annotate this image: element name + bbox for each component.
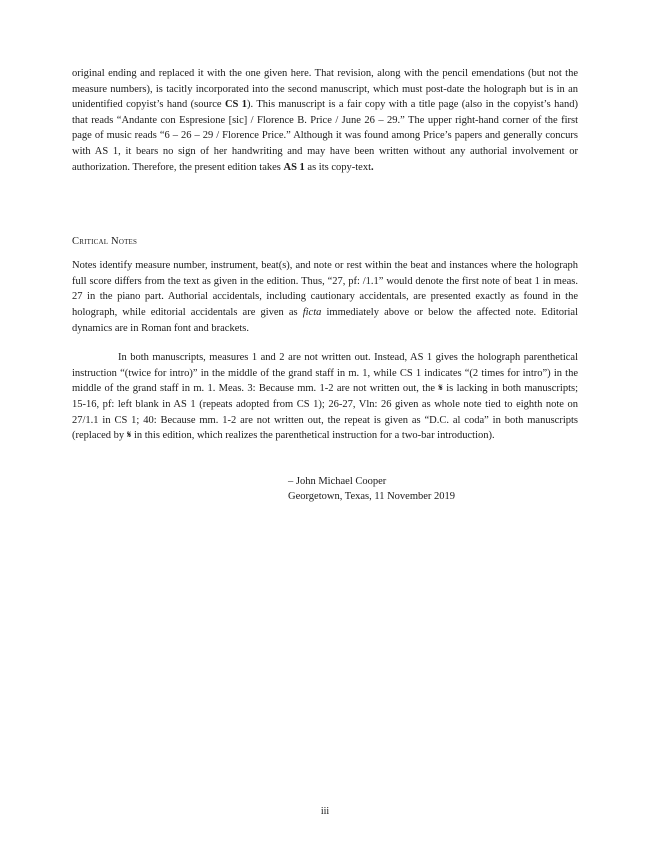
source-cs1-bold: CS 1 — [224, 99, 248, 111]
intro-text-3: as its copy-text — [304, 161, 371, 173]
notes-text-1: Notes identify measure number, instrument, beat(s), and note or rest within the beat and instances where the holograph full score differs from the text as given in the edition. Thus, “27, pf: /1.1” would denote the first note of beat 1 in meas. 27 in the piano part. Authorial accidentals, including cautionary accidentals, are presented exactly as found in the holograph, while editorial accidentals are given as — [72, 260, 578, 318]
notes-text-2: immediately above or below the affected note. Editorial dynamics are in Roman font and brackets. — [72, 306, 578, 334]
intro-period: . — [371, 161, 374, 173]
notes2-text-1: In both manuscripts, measures 1 and 2 are not written out. Instead, AS 1 gives the holograph parenthetical instruction “(twice for intro)” in the middle of the grand staff in m. 1, while CS 1 indicates “(2 times for intro”) in the middle of the grand staff in m. 1. Meas. 3: Because mm. 1-2 are not written out, the — [72, 352, 578, 395]
intro-text-2: ). This manuscript is a fair copy with a title page (also in the copyist’s hand) that reads “Andante con Espresione [sic] / Florence B. Price / June 26 – 29.” The upper right-hand corner of the first page of music reads “6 – 26 – 29 / Florence Price.” Although it was found among Price’s papers and generally concurs with AS 1, it bears no sign of her handwriting and may have been written without any authorial involvement or authorization. Therefore, the present edition takes — [72, 99, 578, 173]
segno-icon: 𝄋 — [126, 430, 132, 442]
critical-notes-paragraph-2 — [72, 350, 578, 444]
segno-icon: 𝄋 — [438, 383, 443, 395]
signature-block — [288, 474, 578, 505]
intro-paragraph — [72, 66, 578, 175]
source-as1-bold: AS 1 — [283, 161, 305, 173]
intro-text-1: original ending and replaced it with the one given here. That revision, along with the pencil emendations (but not the measure numbers), is tacitly incorporated into the second manuscript, which must post-date the holograph but is in an unidentified copyist’s hand (source — [72, 68, 578, 111]
notes2-text-3: in this edition, which realizes the parenthetical instruction for a two-bar introduction). — [131, 430, 495, 442]
critical-notes-paragraph-1 — [72, 258, 578, 336]
page-number: iii — [320, 806, 330, 817]
place-and-date: Georgetown, Texas, 11 November 2019 — [288, 491, 456, 503]
critical-notes-heading: Critical Notes — [72, 236, 138, 248]
ficta-italic: ficta — [302, 306, 322, 318]
document-page — [72, 66, 578, 505]
notes2-text-2: is lacking in both manuscripts; 15-16, pf: left blank in AS 1 (repeats adopted from CS 1); 26-27, Vln: 26 given as whole note tied to eighth note on 27/1.1 in CS 1; 40: Because mm. 1-2 are not written out, the repeat is given as “D.C. al coda” in both manuscripts (replaced by — [72, 383, 579, 442]
author-name: – John Michael Cooper — [288, 475, 387, 487]
